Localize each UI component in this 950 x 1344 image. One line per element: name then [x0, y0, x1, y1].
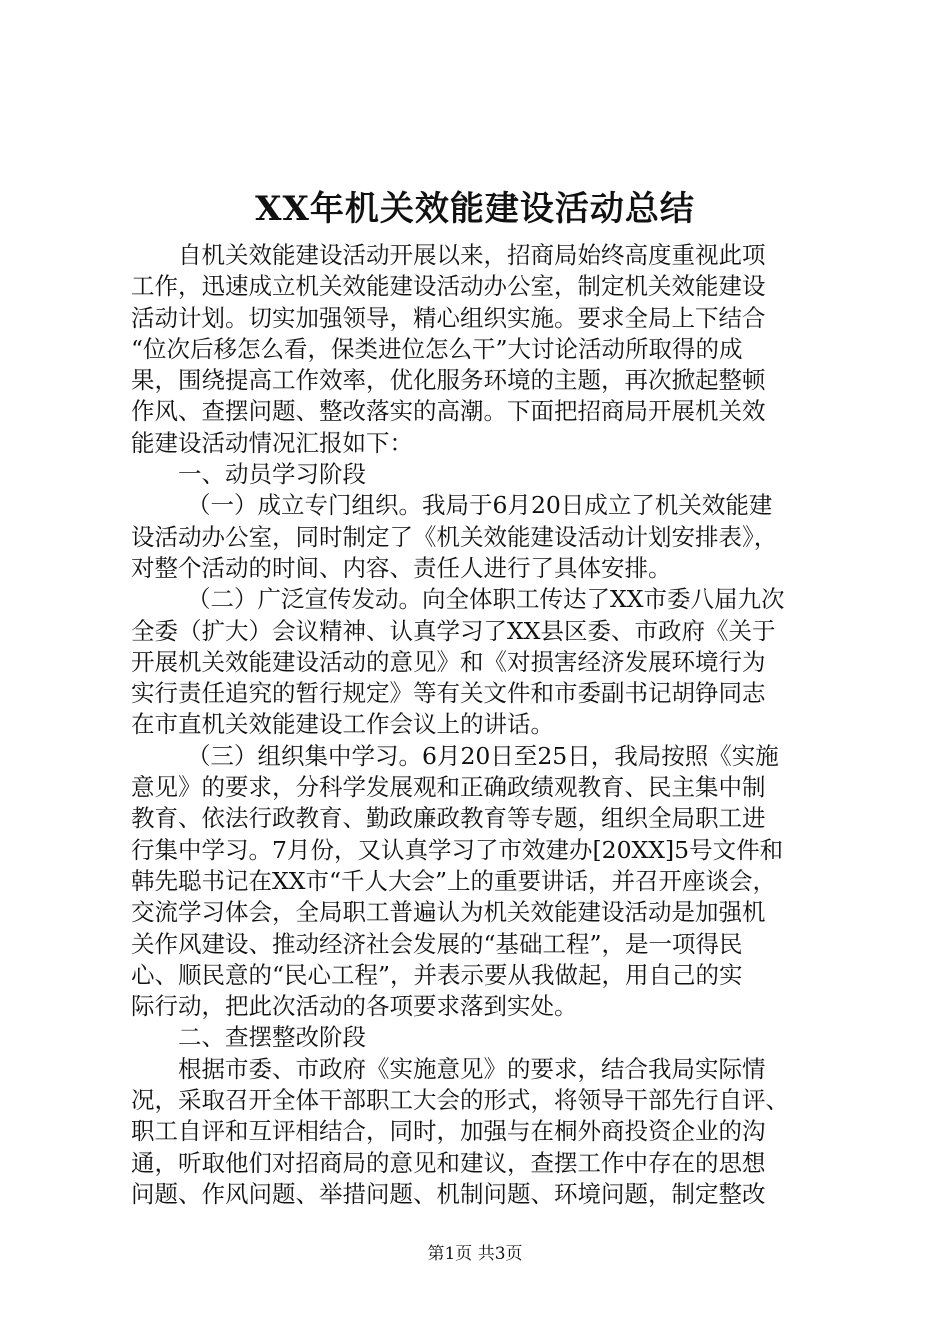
body-line: 教育、依法行政教育、勤政廉政教育等专题，组织全局职工进 — [131, 804, 766, 833]
body-line: （二）广泛宣传发动。向全体职工传达了XX市委八届九次 — [187, 585, 785, 614]
document-body — [131, 240, 831, 1210]
body-line: 心、顺民意的“民心工程”，并表示要从我做起，用自己的实 — [131, 960, 743, 989]
body-line: 自机关效能建设活动开展以来，招商局始终高度重视此项 — [178, 241, 766, 269]
body-line: 开展机关效能建设活动的意见》和《对损害经济发展环境行为 — [131, 647, 766, 676]
body-line: 意见》的要求，分科学发展观和正确政绩观教育、民主集中制 — [131, 773, 766, 802]
body-line: （一）成立专门组织。我局于6月20日成立了机关效能建 — [187, 491, 773, 520]
body-line: 作风、查摆问题、整改落实的高潮。下面把招商局开展机关效 — [131, 397, 766, 426]
document-title: XX年机关效能建设活动总结 — [255, 189, 695, 229]
body-line: 际行动，把此次活动的各项要求落到实处。 — [131, 992, 578, 1021]
body-line: 在市直机关效能建设工作会议上的讲话。 — [131, 710, 554, 739]
body-line: 关作风建设、推动经济社会发展的“基础工程”，是一项得民 — [131, 929, 743, 958]
body-line: 况，采取召开全体干部职工大会的形式，将领导干部先行自评、 — [131, 1086, 789, 1115]
body-line: 能建设活动情况汇报如下： — [131, 428, 413, 457]
body-line: 问题、作风问题、举措问题、机制问题、环境问题，制定整改 — [131, 1179, 766, 1208]
body-line: 工作，迅速成立机关效能建设活动办公室，制定机关效能建设 — [131, 272, 766, 301]
body-line: 韩先聪书记在XX市“千人大会”上的重要讲话，并召开座谈会， — [131, 866, 776, 895]
body-line: 行集中学习。7月份，又认真学习了市效建办[20XX]5号文件和 — [131, 835, 784, 864]
body-line: 对整个活动的时间、内容、责任人进行了具体安排。 — [131, 553, 672, 582]
body-line: 设活动办公室，同时制定了《机关效能建设活动计划安排表》， — [131, 522, 778, 551]
body-line: 果，围绕提高工作效率，优化服务环境的主题，再次掀起整顿 — [131, 366, 766, 395]
page-footer: 第1页 共3页 — [427, 1244, 523, 1264]
body-line: 通，听取他们对招商局的意见和建议，查摆工作中存在的思想 — [131, 1148, 766, 1177]
body-line: 职工自评和互评相结合，同时，加强与在桐外商投资企业的沟 — [131, 1117, 766, 1146]
body-line: 交流学习体会，全局职工普遍认为机关效能建设活动是加强机 — [131, 898, 766, 927]
body-line: （三）组织集中学习。6月20日至25日，我局按照《实施 — [187, 741, 779, 770]
body-line: 根据市委、市政府《实施意见》的要求，结合我局实际情 — [178, 1054, 766, 1083]
body-line: 全委（扩大）会议精神、认真学习了XX县区委、市政府《关于 — [131, 616, 776, 645]
section-heading: 二、查摆整改阶段 — [178, 1023, 366, 1052]
body-line: “位次后移怎么看，保类进位怎么干”大讨论活动所取得的成 — [131, 334, 743, 363]
body-line: 活动计划。切实加强领导，精心组织实施。要求全局上下结合 — [131, 303, 766, 332]
body-line: 实行责任追究的暂行规定》等有关文件和市委副书记胡铮同志 — [131, 679, 766, 708]
section-heading: 一、动员学习阶段 — [178, 460, 366, 489]
